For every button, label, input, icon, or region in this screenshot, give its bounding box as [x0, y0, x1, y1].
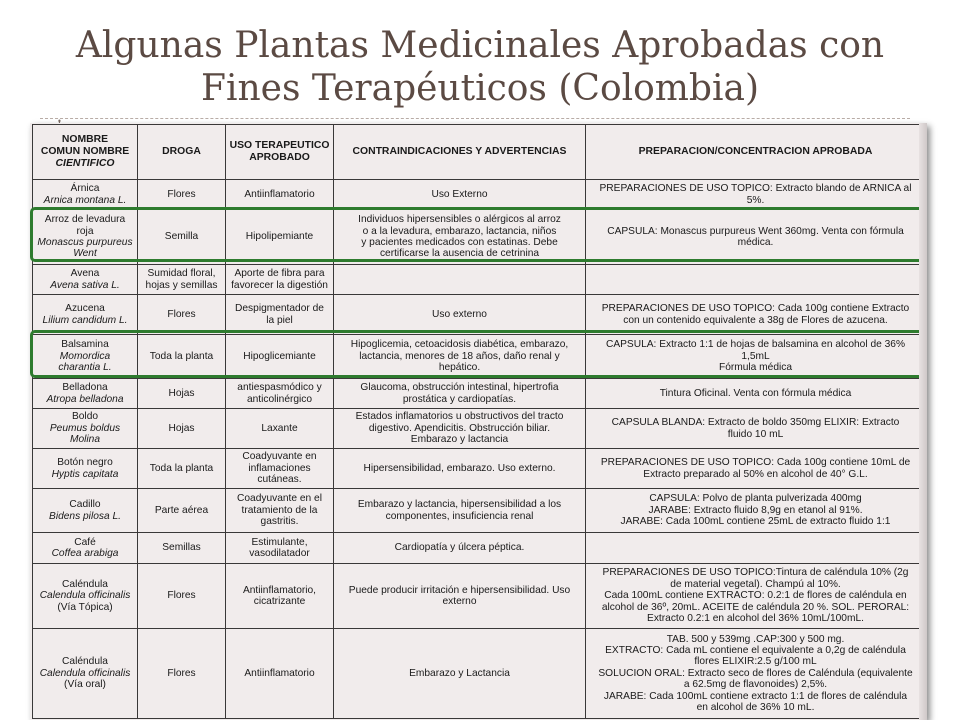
cell-line: Semillas	[162, 542, 201, 554]
header-text: USO TERAPEUTICO	[229, 140, 330, 151]
cell-line: antiespasmódico y	[237, 382, 322, 394]
cell-line: 5%.	[746, 194, 765, 206]
cell-line: Caléndula	[62, 656, 108, 668]
cell-line: Botón negro	[57, 457, 113, 469]
col-name	[33, 629, 138, 719]
col-name	[33, 265, 138, 295]
cell-line: Calendula officinalis	[39, 667, 131, 679]
col-uso	[226, 295, 334, 335]
cell-line: SOLUCION ORAL: Extracto seco de flores de Caléndula (equivalente	[598, 667, 913, 679]
col-contra	[334, 409, 586, 449]
cell-line: vasodilatador	[249, 548, 310, 559]
cell-line: Aporte de fibra para	[234, 268, 325, 280]
scanned-table-image	[30, 123, 927, 720]
cell-line: de material vegetal). Champú al 10%.	[670, 578, 841, 590]
cell-line: hepático.	[438, 362, 481, 374]
cell-line: Estados inflamatorios u obstructivos del tracto	[355, 411, 564, 423]
col-contra	[334, 489, 586, 533]
cell-line: externo	[442, 596, 477, 607]
table-row	[33, 449, 926, 489]
col-droga	[138, 409, 226, 449]
cell-line: Semilla	[164, 231, 199, 243]
header-text: CONTRAINDICACIONES Y ADVERTENCIAS	[352, 146, 567, 157]
cell-line: CAPSULA: Polvo de planta pulverizada 400mg	[649, 493, 862, 505]
cell-line: Cadillo	[69, 499, 101, 511]
cell-line: tratamiento de la	[241, 504, 318, 516]
col-contra	[334, 295, 586, 335]
col-prep	[586, 265, 926, 295]
col-contra	[334, 564, 586, 629]
col-prep	[586, 533, 926, 564]
table-row	[33, 564, 926, 629]
col-droga	[138, 629, 226, 719]
cell-line: Peumus boldus	[49, 422, 121, 434]
col-droga	[138, 449, 226, 489]
cell-line: Hipersensibilidad, embarazo. Uso externo.	[363, 462, 556, 474]
title-line-2: Fines Terapéuticos (Colombia)	[200, 68, 760, 109]
col-droga	[138, 379, 226, 409]
col-prep	[586, 379, 926, 409]
header-nombre	[33, 125, 138, 180]
col-contra	[334, 629, 586, 719]
cell-line: Despigmentador de	[235, 303, 324, 315]
cell-line: PREPARACIONES DE USO TOPICO: Extracto blando de ARNICA al	[599, 183, 912, 195]
col-uso	[226, 533, 334, 564]
col-uso	[226, 449, 334, 489]
table-row	[33, 295, 926, 335]
cell-line: Fórmula médica	[718, 362, 793, 374]
col-prep	[586, 295, 926, 335]
cell-line: roja	[76, 225, 94, 237]
header-text: COMUN NOMBRE	[40, 146, 130, 157]
cell-line: Cada 100mL contiene EXTRACTO: 0.2:1 de flores de caléndula en	[604, 590, 907, 602]
cell-line: PREPARACIONES DE USO TOPICO:Tintura de caléndula 10% (2g	[602, 567, 909, 579]
col-name	[33, 295, 138, 335]
col-name	[33, 379, 138, 409]
col-uso	[226, 379, 334, 409]
cell-line: Café	[74, 536, 96, 548]
cell-line: JARABE: Cada 100mL contiene extracto 1:1 de flores de caléndula	[603, 690, 908, 702]
cell-line: Coffea arabiga	[51, 548, 119, 559]
col-droga	[138, 489, 226, 533]
cell-line: Flores	[167, 590, 196, 602]
cell-line: Hyptis capitata	[51, 468, 119, 480]
highlight-box-arroz	[30, 207, 927, 262]
table-row	[33, 629, 926, 719]
table-row	[33, 379, 926, 409]
cell-line: Parte aérea	[154, 504, 209, 516]
cell-line: fluido 10 mL	[727, 428, 784, 440]
cell-line: en alcohol de 36% 10 mL.	[696, 702, 815, 714]
cell-line: la piel	[266, 314, 293, 326]
cell-line: lactancia, menores de 18 años, daño renal y	[359, 350, 560, 362]
col-uso	[226, 629, 334, 719]
highlight-box-balsamina	[30, 330, 927, 378]
cell-line: Hipoglicemiante	[243, 350, 316, 362]
table-row	[33, 409, 926, 449]
cell-line: certificarse la ausencia de cetrinina	[379, 248, 540, 260]
cell-line: digestivo. Apendicitis. Obstrucción biliar.	[368, 422, 551, 434]
col-prep	[586, 489, 926, 533]
cell-line: Arroz de levadura	[44, 214, 126, 226]
cell-line: cicatrizante	[253, 596, 306, 607]
cell-line: Azucena	[65, 303, 105, 315]
cell-line: Antiinflamatorio	[244, 188, 315, 200]
col-prep	[586, 629, 926, 719]
cell-line: con un contenido equivalente a 38g de Flores de azucena.	[623, 314, 888, 326]
cell-line: Antiinflamatorio	[244, 667, 315, 679]
cell-line: Toda la planta	[149, 350, 214, 362]
col-prep	[586, 180, 926, 210]
col-contra	[334, 449, 586, 489]
header-text: PREPARACION/CONCENTRACION APROBADA	[638, 146, 873, 157]
header-text: DROGA	[162, 146, 201, 157]
slide-title	[0, 24, 960, 110]
cell-line: o a la levadura, embarazo, lactancia, niños	[362, 225, 557, 237]
table-row	[33, 265, 926, 295]
col-contra	[334, 180, 586, 210]
col-name	[33, 564, 138, 629]
col-prep	[586, 564, 926, 629]
cell-line: Hipolipemiante	[245, 231, 314, 243]
cell-line: Tintura Oficinal. Venta con fórmula médica	[659, 387, 852, 399]
cell-line: Laxante	[261, 422, 298, 434]
cell-line: prostática y cardiopatías.	[402, 393, 517, 405]
cell-line: Puede producir irritación e hipersensibilidad. Uso	[348, 584, 571, 596]
cell-line: EXTRACTO: Cada mL contiene el equivalente a 0,2g de caléndula	[605, 644, 906, 656]
col-prep	[586, 449, 926, 489]
cell-line: favorecer la digestión	[231, 279, 328, 291]
cell-line: Hojas	[168, 387, 195, 399]
title-divider	[40, 118, 910, 119]
cell-line: inflamaciones	[248, 462, 311, 474]
col-name	[33, 489, 138, 533]
cell-line: Uso Externo	[431, 188, 488, 200]
title-line-1: Algunas Plantas Medicinales Aprobadas con	[75, 25, 885, 66]
cell-line: Lilium candidum L.	[42, 314, 128, 326]
table-row	[33, 533, 926, 564]
cell-line: Bidens pilosa L.	[49, 510, 121, 522]
col-name	[33, 533, 138, 564]
cell-line: Went	[73, 248, 97, 260]
col-uso	[226, 489, 334, 533]
cell-line: Extracto 0.2:1 en alcohol del 36% 10mL/100mL.	[647, 613, 864, 625]
cell-line: Monascus purpureus	[37, 237, 133, 248]
header-contraindicaciones	[334, 125, 586, 180]
cell-line: Coadyuvante en	[242, 451, 317, 463]
col-name	[33, 180, 138, 210]
header-preparacion	[586, 125, 926, 180]
cell-line: Avena sativa L.	[50, 279, 120, 291]
cell-line: Cardiopatía y úlcera péptica.	[394, 542, 525, 554]
cell-line: Extracto preparado al 50% en alcohol de 40° G.L.	[643, 468, 868, 480]
col-droga	[138, 265, 226, 295]
cell-line: JARABE: Cada 100mL contiene 25mL de extracto fluido 1:1	[620, 516, 891, 528]
cell-line: Momordica	[59, 350, 111, 362]
cell-line: componentes, insuficiencia renal	[385, 510, 534, 522]
cell-line: a 62.5mg de flavonoides) 2,5%.	[683, 679, 828, 691]
cell-line: CAPSULA: Monascus purpureus Went 360mg. Venta con fórmula	[607, 225, 904, 237]
cell-line: TAB. 500 y 539mg .CAP:300 y 500 mg.	[666, 633, 845, 645]
cell-line: Hipoglicemia, cetoacidosis diabética, embarazo,	[350, 339, 569, 351]
cell-line: Individuos hipersensibles o alérgicos al arroz	[358, 214, 561, 226]
col-uso	[226, 564, 334, 629]
cell-line: alcohol de 36º, 20mL. ACEITE de caléndula 20 %. SOL. PERORAL:	[601, 601, 910, 613]
cell-line: Embarazo y lactancia, hipersensibilidad a los	[357, 499, 562, 511]
header-droga	[138, 125, 226, 180]
header-text: CIENTIFICO	[55, 158, 115, 169]
col-uso	[226, 409, 334, 449]
cell-line: flores ELIXIR:2.5 g/100 mL	[694, 656, 817, 668]
table-row	[33, 180, 926, 210]
col-prep	[586, 409, 926, 449]
cell-line: Embarazo y Lactancia	[409, 667, 510, 679]
col-contra	[334, 265, 586, 295]
cell-line: Embarazo y lactancia	[410, 434, 509, 446]
cell-line: Flores	[167, 308, 196, 320]
cell-line: Balsamina	[61, 339, 109, 351]
cell-line: Molina	[69, 434, 100, 446]
cell-line: Belladona	[62, 382, 108, 394]
cell-line: (Vía oral)	[64, 679, 106, 691]
cell-line: anticolinérgico	[246, 393, 313, 405]
cell-line: Flores	[167, 667, 196, 679]
cell-line: Toda la planta	[149, 462, 214, 474]
cell-line: PREPARACIONES DE USO TOPICO: Cada 100g contiene 10mL de	[600, 457, 911, 469]
table-row	[33, 489, 926, 533]
cell-line: Arnica montana L.	[43, 194, 127, 206]
cell-line: Boldo	[71, 411, 99, 423]
cell-line: Caléndula	[62, 578, 108, 590]
cell-line: CAPSULA: Extracto 1:1 de hojas de balsamina en alcohol de 36%	[605, 339, 905, 351]
cell-line: 1,5mL	[741, 350, 770, 362]
cell-line: Sumidad floral,	[147, 268, 216, 280]
cell-line: JARABE: Extracto fluido 8,9g en etanol al 91%.	[648, 504, 863, 516]
cell-line: charantia L.	[58, 362, 112, 374]
col-uso	[226, 180, 334, 210]
header-text	[36, 146, 134, 158]
col-name	[33, 449, 138, 489]
cell-line: médica.	[737, 237, 774, 248]
header-text: APROBADO	[249, 152, 310, 163]
col-uso	[226, 265, 334, 295]
cell-line: Avena	[70, 268, 100, 280]
cell-line: Hojas	[168, 422, 195, 434]
cell-line: Antiinflamatorio,	[242, 584, 317, 596]
col-contra	[334, 379, 586, 409]
cell-line: cutáneas.	[257, 474, 302, 486]
cell-line: Uso externo	[432, 308, 487, 320]
cell-line: Glaucoma, obstrucción intestinal, hipertrofia	[360, 382, 559, 394]
col-droga	[138, 295, 226, 335]
cell-line: Coadyuvante en el	[237, 493, 322, 505]
cell-line: Estimulante,	[251, 536, 308, 548]
cell-line: y pacientes medicados con estatinas. Debe	[361, 237, 558, 248]
cell-line: hojas y semillas	[145, 279, 218, 291]
cell-line: Árnica	[70, 183, 100, 195]
cell-line: gastritis.	[260, 516, 299, 528]
col-contra	[334, 533, 586, 564]
cell-line: Calendula officinalis	[39, 590, 131, 602]
col-name	[33, 409, 138, 449]
cell-line: Flores	[167, 188, 196, 200]
header-text: NOMBRE	[61, 134, 109, 145]
header-uso	[226, 125, 334, 180]
col-droga	[138, 180, 226, 210]
cell-line: Atropa belladona	[46, 393, 124, 405]
cell-line: PREPARACIONES DE USO TOPICO: Cada 100g contiene Extracto	[601, 303, 910, 315]
cell-line: (Vía Tópica)	[57, 601, 113, 613]
table-header-row	[33, 125, 926, 180]
col-droga	[138, 533, 226, 564]
col-droga	[138, 564, 226, 629]
cell-line: CAPSULA BLANDA: Extracto de boldo 350mg ELIXIR: Extracto	[611, 417, 900, 429]
